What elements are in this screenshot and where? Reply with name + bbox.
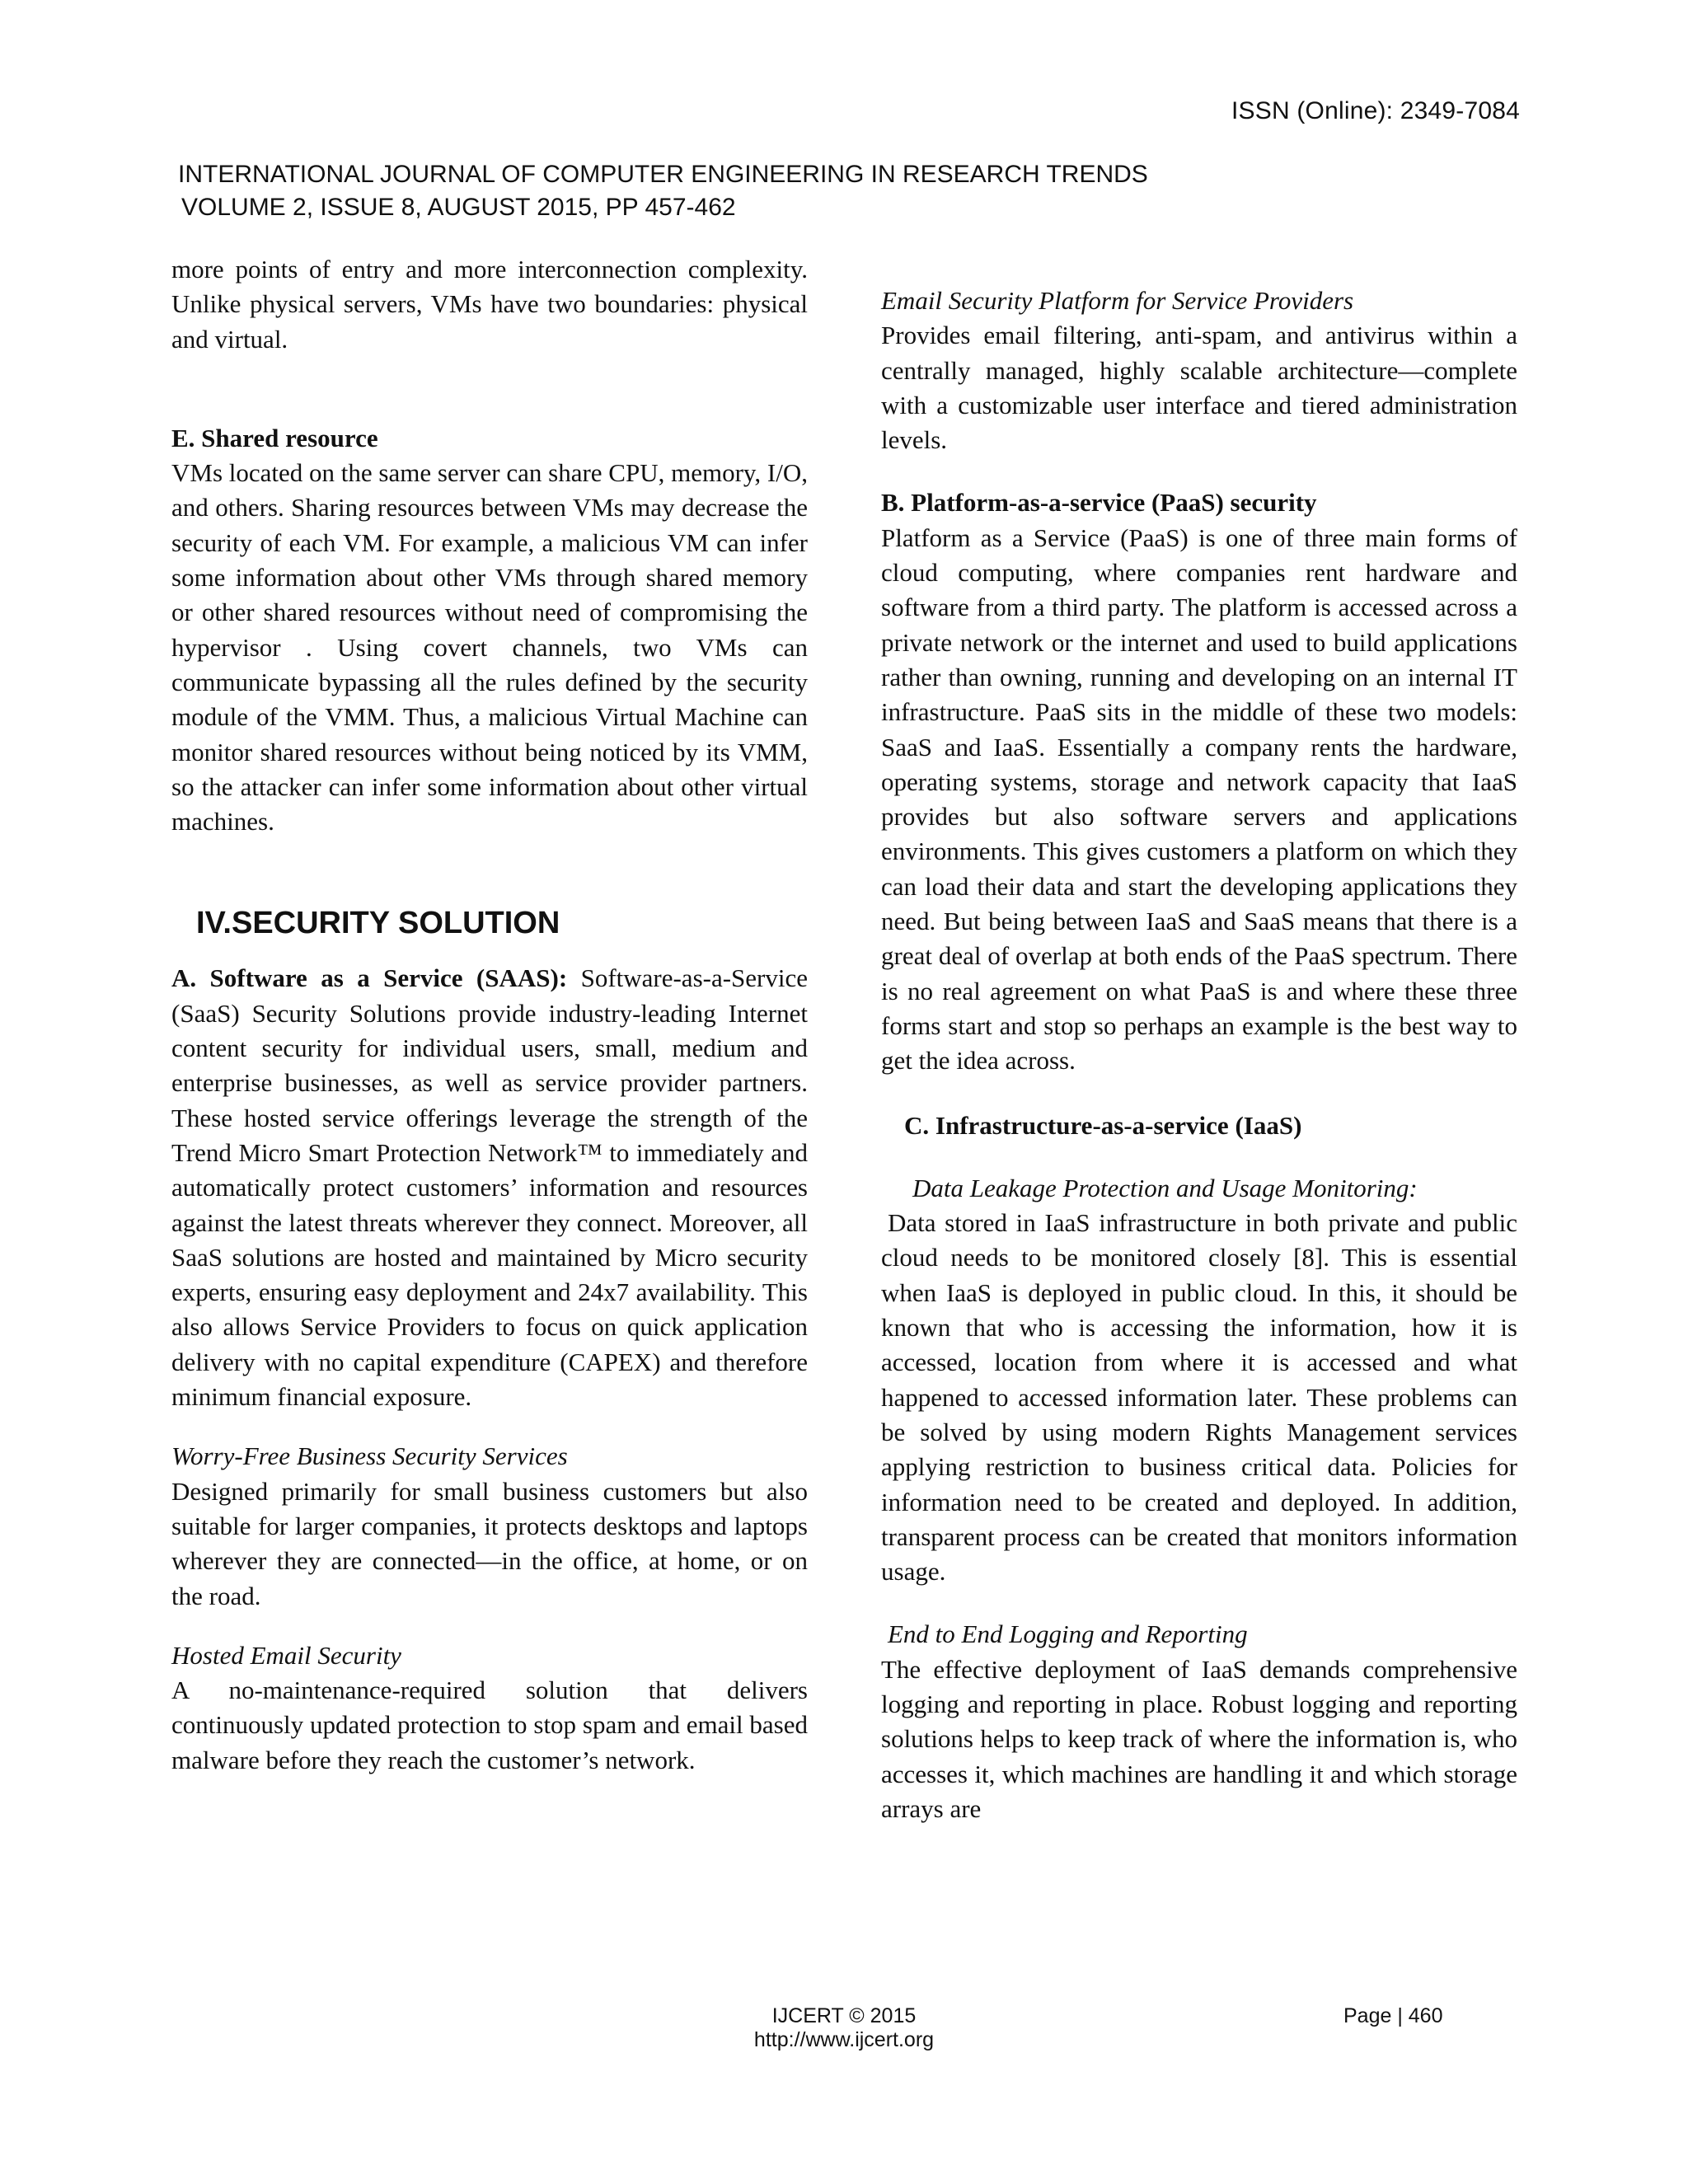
saas-paragraph (171, 961, 808, 1414)
e2e-title: End to End Logging and Reporting (888, 1619, 1248, 1649)
saas-body: Software-as-a-Service (SaaS) Security Solutions provide industry-leading Internet content security for individual users, small, medium and enterprise businesses, as well as service provider partners. These hosted service offerings leverage the strength of the Trend Micro Smart Protection Network™ to immediately and automatically protect customers’ information and resources against the latest threats wherever they connect. Moreover, all SaaS solutions are hosted and maintained by Micro security experts, ensuring easy deployment and 24x7 availability. This also allows Service Providers to focus on quick application delivery with no capital expenditure (CAPEX) and therefore minimum financial exposure. (171, 963, 808, 1412)
hosted-email-paragraph: A no-maintenance-required solution that delivers continuously updated protection to stop spam and email based malware before they reach the customer’s network. (171, 1675, 808, 1774)
intro-paragraph: more points of entry and more interconnection complexity. Unlike physical servers, VMs have two boundaries: physical and virtual. (171, 255, 808, 354)
e2e-paragraph: The effective deployment of IaaS demands comprehensive logging and reporting in place. Robust logging and reporting solutions helps to keep track of where the information is, who accesses it, which machines are handling it and which storage arrays are (881, 1654, 1517, 1823)
section-title: IV.SECURITY SOLUTION (196, 906, 560, 941)
paas-heading: B. Platform-as-a-service (PaaS) security (881, 488, 1317, 518)
worry-free-title: Worry-Free Business Security Services (171, 1441, 568, 1471)
left-column (171, 252, 808, 1778)
journal-title: INTERNATIONAL JOURNAL OF COMPUTER ENGINEERING IN RESEARCH TRENDS (178, 161, 1148, 188)
iaas-heading: C. Infrastructure-as-a-service (IaaS) (904, 1110, 1302, 1140)
hosted-email-title: Hosted Email Security (171, 1640, 401, 1670)
footer-url[interactable]: http://www.ijcert.org (753, 2028, 935, 2051)
shared-resource-paragraph: VMs located on the same server can share CPU, memory, I/O, and others. Sharing resources between VMs may decrease the security of each VM. For example, a malicious VM can infer some information about other VMs through shared memory or other shared resources without need of compromising the hypervisor . Using covert channels, two VMs can communicate bypassing all the rules defined by the security module of the VMM. Thus, a malicious Virtual Machine can monitor shared resources without being noticed by its VMM, so the attacker can infer some information about other virtual machines. (171, 458, 808, 837)
journal-header (178, 158, 1148, 224)
saas-heading: A. Software as a Service (SAAS): (171, 963, 568, 993)
page-number: Page | 460 (1343, 2004, 1443, 2027)
issn-label: ISSN (Online): 2349-7084 (1231, 97, 1520, 124)
dlp-title: Data Leakage Protection and Usage Monitoring: (912, 1173, 1418, 1202)
worry-free-paragraph: Designed primarily for small business customers but also suitable for larger companies, it protects desktops and laptops wherever they are connected—in the office, at home, or on the road. (171, 1476, 808, 1610)
email-platform-paragraph: Provides email filtering, anti-spam, and antivirus within a centrally managed, highly scalable architecture—complete with a customizable user interface and tiered administration levels. (881, 321, 1517, 455)
dlp-paragraph: Data stored in IaaS infrastructure in both private and public cloud needs to be monitored closely [8]. This is essential when IaaS is deployed in public cloud. In this, it should be known that who is accessing the information, how it is accessed, location from where it is accessed and what happened to accessed information later. These problems can be solved by using modern Rights Management services applying restriction to business critical data. Policies for information need to be created and deployed. In addition, transparent process can be created that monitors information usage. (881, 1208, 1517, 1586)
email-platform-title: Email Security Platform for Service Providers (881, 286, 1354, 315)
footer-copyright: IJCERT © 2015 (771, 2004, 917, 2027)
right-column (881, 252, 1517, 1826)
journal-volume: VOLUME 2, ISSUE 8, AUGUST 2015, PP 457-462 (181, 194, 736, 221)
shared-resource-heading: E. Shared resource (171, 423, 378, 452)
paas-paragraph: Platform as a Service (PaaS) is one of three main forms of cloud computing, where companies rent hardware and software from a third party. The platform is accessed across a private network or the internet and used to build applications rather than owning, running and developing on an internal IT infrastructure. PaaS sits in the middle of these two models: SaaS and IaaS. Essentially a company rents the hardware, operating systems, storage and network capacity that IaaS provides but also software servers and applications environments. This gives customers a platform on which they can load their data and start the developing applications they need. But being between IaaS and SaaS means that there is a great deal of overlap at both ends of the PaaS spectrum. There is no real agreement on what PaaS is and where these three forms start and stop so perhaps an example is the best way to get the idea across. (881, 523, 1517, 1076)
